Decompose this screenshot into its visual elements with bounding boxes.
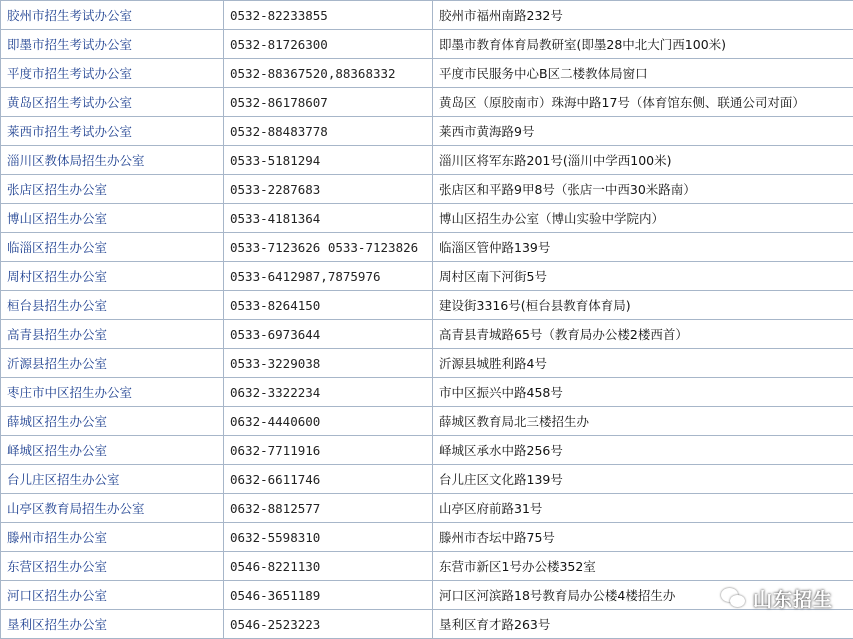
phone-cell: 0632-8812577 [224, 494, 433, 523]
address-cell: 垦利区育才路263号 [433, 610, 853, 639]
table-row [1, 117, 853, 146]
watermark [721, 585, 833, 612]
table-row [1, 146, 853, 175]
address-cell: 淄川区将军东路201号(淄川中学西100米) [433, 146, 853, 175]
office-name-cell: 博山区招生办公室 [1, 204, 224, 233]
table-row [1, 30, 853, 59]
address-cell: 薛城区教育局北三楼招生办 [433, 407, 853, 436]
table-row [1, 233, 853, 262]
office-name-cell: 垦利区招生办公室 [1, 610, 224, 639]
table-row [1, 407, 853, 436]
address-cell: 博山区招生办公室（博山实验中学院内） [433, 204, 853, 233]
wechat-icon [721, 588, 747, 610]
phone-cell: 0532-86178607 [224, 88, 433, 117]
office-name-cell: 黄岛区招生考试办公室 [1, 88, 224, 117]
office-name-cell: 沂源县招生办公室 [1, 349, 224, 378]
office-name-cell: 薛城区招生办公室 [1, 407, 224, 436]
phone-cell: 0533-2287683 [224, 175, 433, 204]
office-name-cell: 滕州市招生办公室 [1, 523, 224, 552]
phone-cell: 0533-8264150 [224, 291, 433, 320]
phone-cell: 0632-7711916 [224, 436, 433, 465]
office-name-cell: 平度市招生考试办公室 [1, 59, 224, 88]
table-row [1, 262, 853, 291]
address-cell: 周村区南下河街5号 [433, 262, 853, 291]
address-cell: 平度市民服务中心B区二楼教体局窗口 [433, 59, 853, 88]
table-row [1, 610, 853, 639]
office-name-cell: 高青县招生办公室 [1, 320, 224, 349]
phone-cell: 0546-2523223 [224, 610, 433, 639]
office-name-cell: 枣庄市中区招生办公室 [1, 378, 224, 407]
office-name-cell: 东营区招生办公室 [1, 552, 224, 581]
table-row [1, 465, 853, 494]
phone-cell: 0532-88367520,88368332 [224, 59, 433, 88]
address-cell: 张店区和平路9甲8号（张店一中西30米路南） [433, 175, 853, 204]
office-name-cell: 临淄区招生办公室 [1, 233, 224, 262]
address-cell: 峄城区承水中路256号 [433, 436, 853, 465]
office-name-cell: 即墨市招生考试办公室 [1, 30, 224, 59]
address-cell: 沂源县城胜利路4号 [433, 349, 853, 378]
office-name-cell: 张店区招生办公室 [1, 175, 224, 204]
address-cell: 高青县青城路65号（教育局办公楼2楼西首） [433, 320, 853, 349]
phone-cell: 0532-88483778 [224, 117, 433, 146]
phone-cell: 0546-3651189 [224, 581, 433, 610]
phone-cell: 0632-4440600 [224, 407, 433, 436]
table-row [1, 59, 853, 88]
address-cell: 台儿庄区文化路139号 [433, 465, 853, 494]
office-name-cell: 台儿庄区招生办公室 [1, 465, 224, 494]
watermark-text: 山东招生 [753, 585, 833, 612]
phone-cell: 0533-6973644 [224, 320, 433, 349]
phone-cell: 0632-3322234 [224, 378, 433, 407]
phone-cell: 0533-6412987,7875976 [224, 262, 433, 291]
address-cell: 胶州市福州南路232号 [433, 1, 853, 30]
office-name-cell: 莱西市招生考试办公室 [1, 117, 224, 146]
table-row [1, 320, 853, 349]
phone-cell: 0632-5598310 [224, 523, 433, 552]
table-row [1, 291, 853, 320]
address-cell: 建设街3316号(桓台县教育体育局) [433, 291, 853, 320]
phone-cell: 0632-6611746 [224, 465, 433, 494]
phone-cell: 0533-3229038 [224, 349, 433, 378]
phone-cell: 0532-81726300 [224, 30, 433, 59]
office-name-cell: 胶州市招生考试办公室 [1, 1, 224, 30]
phone-cell: 0533-4181364 [224, 204, 433, 233]
address-cell: 滕州市杏坛中路75号 [433, 523, 853, 552]
table-row [1, 436, 853, 465]
office-name-cell: 周村区招生办公室 [1, 262, 224, 291]
address-cell: 黄岛区（原胶南市）珠海中路17号（体育馆东侧、联通公司对面） [433, 88, 853, 117]
address-cell: 河口区河滨路18号教育局办公楼4楼招生办 [433, 581, 853, 610]
office-name-cell: 峄城区招生办公室 [1, 436, 224, 465]
office-name-cell: 河口区招生办公室 [1, 581, 224, 610]
address-cell: 市中区振兴中路458号 [433, 378, 853, 407]
table-body [1, 1, 853, 639]
phone-cell: 0533-5181294 [224, 146, 433, 175]
address-cell: 临淄区管仲路139号 [433, 233, 853, 262]
table-row [1, 204, 853, 233]
address-cell: 莱西市黄海路9号 [433, 117, 853, 146]
table-row [1, 175, 853, 204]
phone-cell: 0533-7123626 0533-7123826 [224, 233, 433, 262]
office-name-cell: 山亭区教育局招生办公室 [1, 494, 224, 523]
phone-cell: 0546-8221130 [224, 552, 433, 581]
table-row [1, 494, 853, 523]
table-row [1, 88, 853, 117]
address-cell: 山亭区府前路31号 [433, 494, 853, 523]
table-row [1, 349, 853, 378]
office-name-cell: 淄川区教体局招生办公室 [1, 146, 224, 175]
address-cell: 即墨市教育体育局教研室(即墨28中北大门西100米) [433, 30, 853, 59]
phone-cell: 0532-82233855 [224, 1, 433, 30]
address-cell: 东营市新区1号办公楼352室 [433, 552, 853, 581]
table-row [1, 523, 853, 552]
table-row [1, 552, 853, 581]
table-row [1, 378, 853, 407]
office-name-cell: 桓台县招生办公室 [1, 291, 224, 320]
table-row [1, 1, 853, 30]
